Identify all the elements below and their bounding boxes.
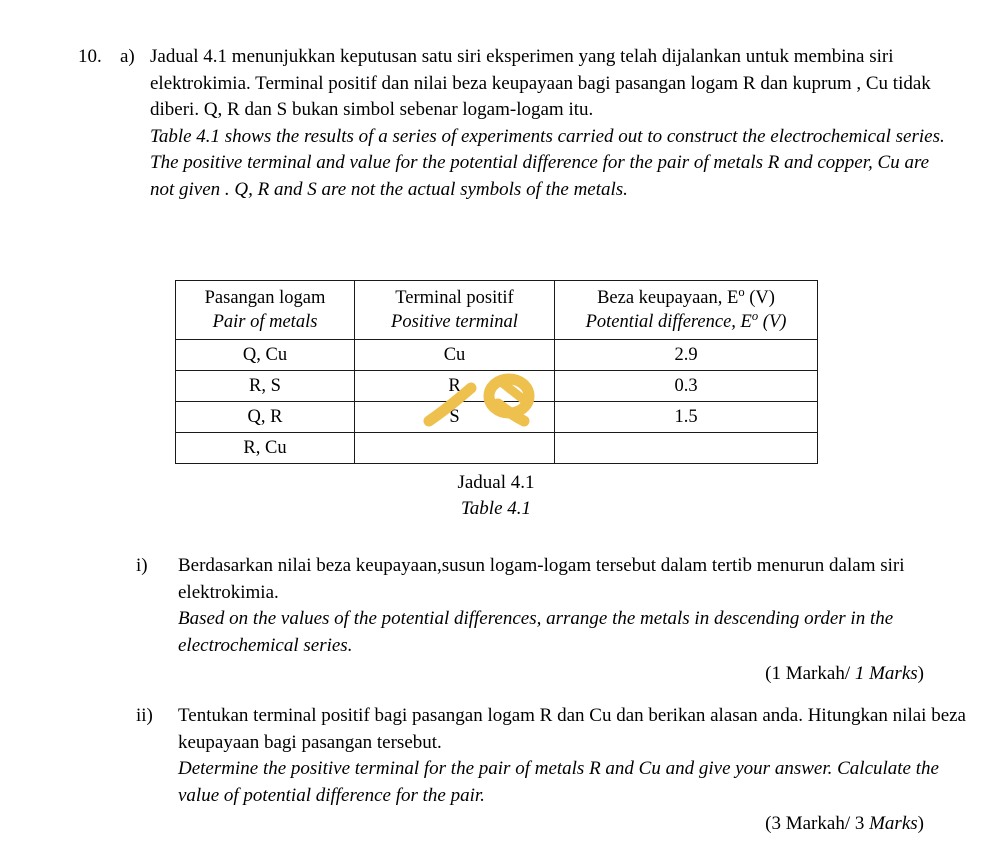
- degree-superscript: o: [751, 308, 759, 323]
- sub-question-row: [136, 703, 966, 809]
- results-table-wrapper: [175, 280, 817, 464]
- cell-potential: 1.5: [555, 402, 818, 433]
- cell-pair: Q, R: [176, 402, 355, 433]
- sub-question-body: [178, 553, 966, 659]
- marks-malay: (3 Markah/ 3: [765, 813, 870, 834]
- column-header-potential-difference: [555, 281, 818, 340]
- column-header-malay: Pasangan logam: [204, 288, 326, 308]
- cell-potential: [555, 433, 818, 464]
- results-table: [175, 280, 818, 464]
- marks-close: ): [917, 663, 924, 684]
- table-row: [176, 371, 818, 402]
- table-row: [176, 340, 818, 371]
- table-header-row: [176, 281, 818, 340]
- table-row: [176, 402, 818, 433]
- question-text-malay: Jadual 4.1 menunjukkan keputusan satu siri eksperimen yang telah dijalankan untuk membina siri elektrokimia. Terminal positif dan nilai beza keupayaan bagi pasangan logam R dan kuprum , Cu tidak diberi. Q, R dan S bukan simbol sebenar logam-logam itu.: [150, 46, 931, 120]
- marks-malay: (1 Markah/: [765, 663, 855, 684]
- sub-question-text-english: Based on the values of the potential differences, arrange the metals in descending order in the electrochemical series.: [178, 608, 894, 656]
- cell-pair: R, S: [176, 371, 355, 402]
- marks-allocation: [136, 811, 966, 838]
- header-text-pre: Beza keupayaan, E: [597, 288, 739, 308]
- table-caption: [175, 470, 817, 522]
- column-header-english: Positive terminal: [391, 312, 518, 332]
- question-text-english: Table 4.1 shows the results of a series of experiments carried out to construct the electrochemical series. The positive terminal and value for the potential difference for the pair of metals R and copper, Cu are not given . Q, R and S are not the actual symbols of the metals.: [150, 125, 945, 200]
- header-text-post: (V): [744, 288, 775, 308]
- table-body: [176, 340, 818, 464]
- table-head: [176, 281, 818, 340]
- marks-english: 1 Marks: [854, 663, 918, 684]
- marks-allocation: [136, 661, 966, 688]
- table-caption-english: Table 4.1: [460, 498, 532, 519]
- table-caption-malay: Jadual 4.1: [457, 472, 535, 493]
- sub-question-ii: [136, 703, 966, 838]
- sub-question-body: [178, 703, 966, 809]
- cell-terminal: Cu: [355, 340, 555, 371]
- marks-english: Marks: [869, 813, 918, 834]
- marks-close: ): [917, 813, 924, 834]
- cell-pair: Q, Cu: [176, 340, 355, 371]
- cell-terminal: [355, 433, 555, 464]
- sub-question-row: [136, 553, 966, 659]
- sub-question-label: ii): [136, 705, 153, 726]
- sub-question-text-malay: Berdasarkan nilai beza keupayaan,susun logam-logam tersebut dalam tertib menurun dalam siri elektrokimia.: [178, 555, 905, 603]
- column-header-malay: Terminal positif: [395, 288, 514, 308]
- column-header-english: Pair of metals: [212, 312, 318, 332]
- question-block: [78, 44, 958, 203]
- question-row: [78, 44, 958, 203]
- cell-pair: R, Cu: [176, 433, 355, 464]
- question-body: [150, 44, 958, 203]
- column-header-malay: [559, 286, 813, 310]
- sub-question-i: [136, 553, 966, 688]
- column-header-pair-of-metals: [176, 281, 355, 340]
- header-text-post: (V): [758, 312, 787, 332]
- header-text-pre: Potential difference, E: [585, 312, 752, 332]
- question-number: 10.: [78, 46, 102, 67]
- column-header-positive-terminal: [355, 281, 555, 340]
- degree-superscript: o: [738, 284, 745, 299]
- column-header-english: [559, 310, 813, 334]
- table-row: [176, 433, 818, 464]
- cell-terminal: S: [355, 402, 555, 433]
- cell-potential: 0.3: [555, 371, 818, 402]
- sub-question-text-malay: Tentukan terminal positif bagi pasangan logam R dan Cu dan berikan alasan anda. Hitungkan nilai beza keupayaan bagi pasangan tersebut.: [178, 705, 966, 753]
- cell-potential: 2.9: [555, 340, 818, 371]
- sub-question-label: i): [136, 555, 148, 576]
- question-letter: a): [120, 46, 135, 67]
- sub-question-text-english: Determine the positive terminal for the pair of metals R and Cu and give your answer. Calculate the value of potential difference for the pair.: [178, 758, 939, 806]
- cell-terminal: R: [355, 371, 555, 402]
